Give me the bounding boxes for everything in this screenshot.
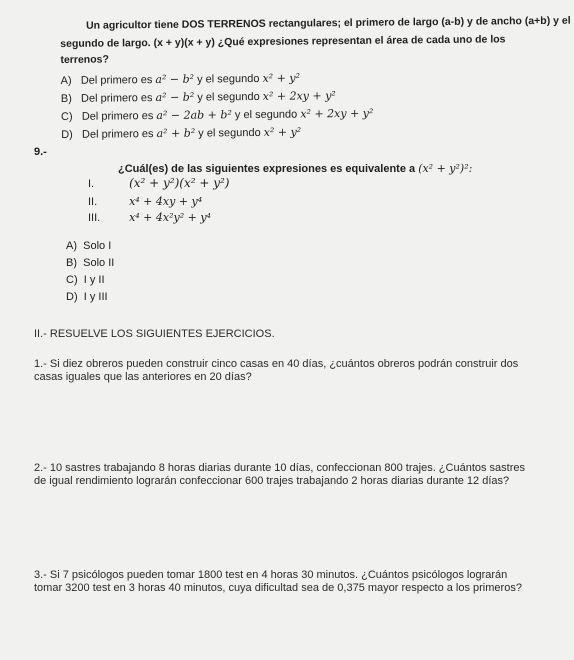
option-expr2: x² + 2xy + y²: [262, 89, 336, 103]
option-letter: A): [66, 240, 77, 252]
option-letter: B): [66, 257, 77, 269]
question-8-block: [0, 0, 574, 151]
option-expr1: a² + b²: [156, 126, 196, 140]
option-text: I y III: [83, 291, 108, 303]
exercise-3: 3.- Si 7 psicólogos pueden tomar 1800 test en 4 horas 30 minutos. ¿Cuántos psicólogos lograrán tomar 3200 test en 3 horas 40 minutos, cuya dificultad sea de 0,375 mayor respecto a los primeros?: [34, 569, 522, 594]
option-letter: C): [60, 110, 73, 123]
option-text: Del primero es: [80, 74, 153, 87]
statement-expr: x⁴ + 4xy + y⁴: [129, 195, 203, 208]
q9-option-c: [66, 274, 105, 286]
option-expr1: a² − b²: [155, 72, 195, 87]
option-letter: D): [61, 128, 73, 141]
q8-statement-line2: segundo de largo. (x + y)(x + y) ¿Qué expresiones representan el área de cada uno de los: [60, 33, 506, 50]
q9-target-expr: (x² + y²)²:: [418, 162, 473, 175]
q9-number: 9.-: [34, 146, 47, 158]
q9-statement-2: [88, 195, 202, 208]
option-letter: B): [60, 92, 72, 105]
option-text: I y II: [83, 274, 105, 286]
option-letter: C): [66, 274, 78, 286]
statement-expr: x⁴ + 4x²y² + y⁴: [129, 211, 211, 224]
q9-option-a: [66, 240, 111, 252]
roman-numeral: II.: [88, 196, 98, 208]
option-expr2: x² + y²: [262, 71, 301, 85]
option-text: Del primero es: [81, 110, 154, 123]
option-mid: y el segundo: [234, 108, 298, 122]
section-2-title: II.- RESUELVE LOS SIGUIENTES EJERCICIOS.: [34, 328, 275, 340]
q8-option-a: [61, 71, 300, 87]
q8-option-c: [61, 107, 374, 123]
statement-expr: (x² + y²)(x² + y²): [129, 176, 230, 190]
q9-option-d: [66, 291, 108, 303]
q9-statement-1: [88, 176, 230, 190]
option-expr1: a² − 2ab + b²: [156, 108, 232, 122]
roman-numeral: I.: [88, 178, 95, 190]
option-mid: y el segundo: [197, 90, 260, 104]
exercise-1: 1.- Si diez obreros pueden construir cinco casas en 40 días, ¿cuántos obreros podrán construir dos casas iguales que las anteriores en 20 días?: [34, 358, 519, 383]
option-text: Solo II: [83, 257, 115, 269]
roman-numeral: III.: [88, 212, 101, 224]
q9-statement-3: [88, 211, 211, 224]
option-expr1: a² − b²: [155, 90, 195, 105]
q9-question: [118, 162, 472, 175]
option-letter: D): [66, 291, 78, 303]
q9-question-text: ¿Cuál(es) de las siguientes expresiones es equivalente a: [118, 163, 416, 175]
option-mid: y el segundo: [197, 72, 260, 86]
q8-statement-line3: terrenos?: [60, 53, 109, 66]
q8-statement-line1: Un agricultor tiene DOS TERRENOS rectangulares; el primero de largo (a-b) y de ancho (a+b) y el: [85, 14, 571, 32]
option-text: Del primero es: [80, 92, 153, 105]
option-expr2: x² + 2xy + y²: [300, 106, 374, 121]
option-letter: A): [60, 74, 72, 87]
option-text: Solo I: [83, 240, 112, 252]
exercise-2: 2.- 10 sastres trabajando 8 horas diarias durante 10 días, confeccionan 800 trajes. ¿Cuántos sastres de igual rendimiento lograrán confeccionar 600 trajes trabajando 2 horas diarias durante 12 días?: [34, 462, 526, 487]
q8-option-d: [61, 125, 301, 141]
option-text: Del primero es: [81, 128, 154, 141]
option-mid: y el segundo: [198, 126, 261, 140]
option-expr2: x² + y²: [263, 125, 302, 139]
q8-option-b: [61, 89, 336, 105]
q9-option-b: [66, 257, 114, 269]
